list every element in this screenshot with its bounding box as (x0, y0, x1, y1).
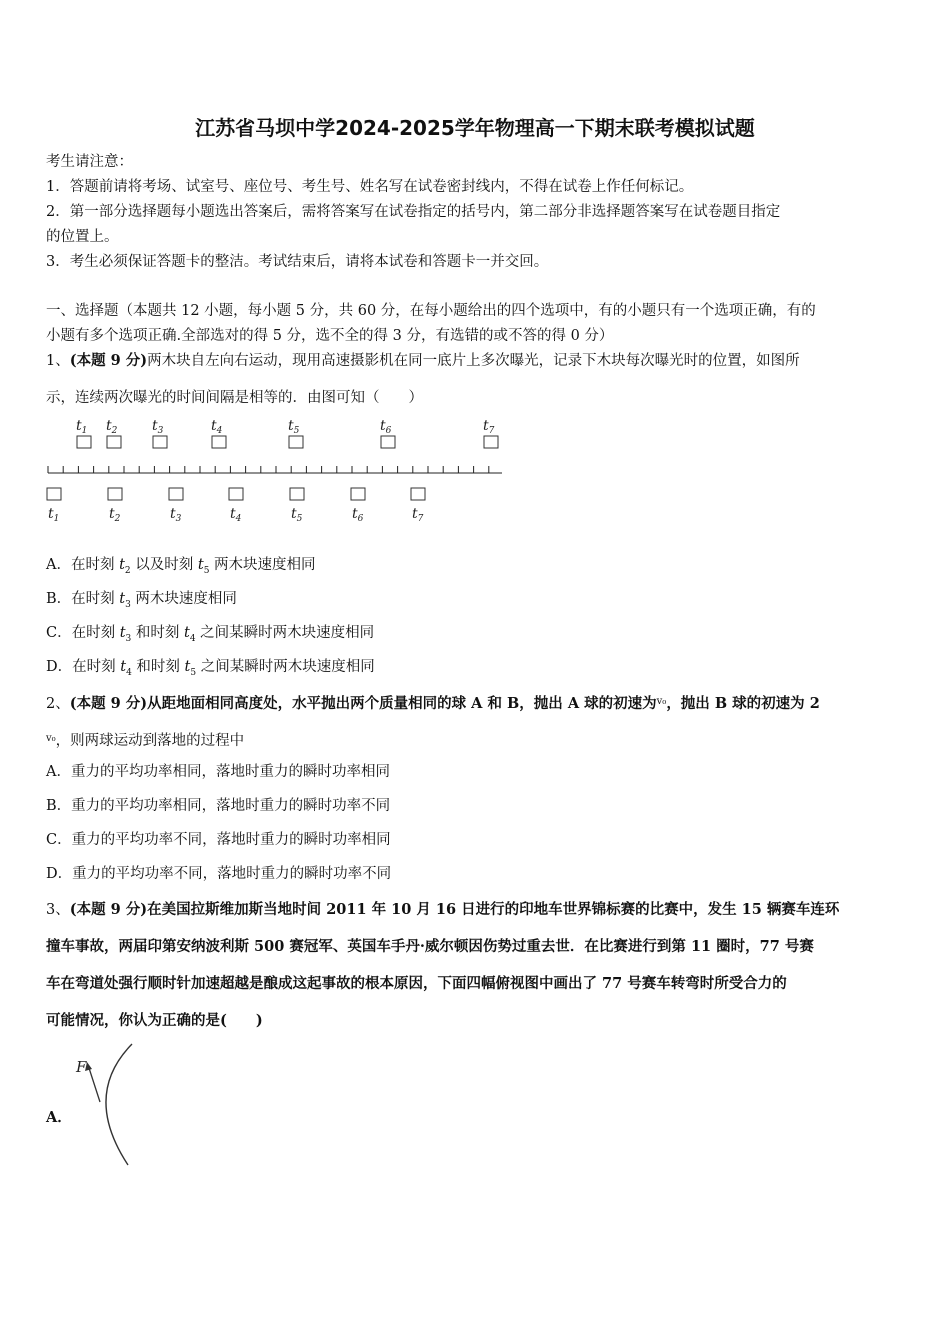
top-block (212, 436, 226, 448)
q1-option-a[interactable]: A．在时刻 $t_2$ 以及时刻 $t_5$ 两木块速度相同 (46, 557, 316, 576)
force-label-f: F (76, 1058, 87, 1076)
top-time-label: $t_3$ (152, 418, 164, 436)
bottom-time-label: $t_5$ (291, 506, 303, 524)
top-block (107, 436, 121, 448)
q3-line3: 车在弯道处强行顺时针加速超越是酿成这起事故的根本原因，下面四幅俯视图中画出了 77 号赛车转弯时所受合力的 (46, 975, 787, 992)
bottom-block (229, 488, 243, 500)
q2-number: 2、 (46, 696, 70, 712)
notice-heading: 考生请注意： (46, 154, 133, 170)
q3-points: (本题 9 分) (69, 901, 148, 918)
top-time-label: $t_4$ (211, 418, 223, 436)
curved-track-line (106, 1044, 132, 1165)
top-time-label: $t_7$ (483, 418, 495, 436)
top-time-label: $t_6$ (380, 418, 392, 436)
page-title: 江苏省马坝中学2024-2025学年物理高一下期末联考模拟试题 (195, 116, 755, 140)
top-time-label: $t_2$ (106, 418, 118, 436)
bottom-block-positions (47, 488, 425, 500)
q1-option-b[interactable]: B．在时刻 $t_3$ 两木块速度相同 (46, 591, 237, 610)
force-arrow-shaft (89, 1068, 100, 1102)
top-time-label: $t_5$ (288, 418, 300, 436)
q1-points: (本题 9 分) (69, 352, 148, 369)
q2-line2 (46, 729, 908, 751)
q3-line1 (46, 900, 908, 920)
bottom-block (47, 488, 61, 500)
q2-option-c[interactable]: C．重力的平均功率不同，落地时重力的瞬时功率相同 (46, 832, 391, 848)
notice-item-2: 2．第一部分选择题每小题选出答案后，需将答案写在试卷指定的括号内，第二部分非选择题答案写在试卷题目指定 (46, 204, 781, 220)
q1-line1 (46, 351, 908, 371)
bottom-time-labels (48, 506, 424, 524)
bottom-block (169, 488, 183, 500)
notice-item-1: 1．答题前请将考场、试室号、座位号、考生号、姓名写在试卷密封线内，不得在试卷上作任何标记。 (46, 179, 694, 195)
bottom-time-label: $t_7$ (412, 506, 424, 524)
top-block (484, 436, 498, 448)
q1-number: 1、 (46, 353, 70, 369)
top-block (289, 436, 303, 448)
top-time-labels (76, 418, 495, 436)
section-heading-line1: 一、选择题（本题共 12 小题，每小题 5 分，共 60 分，在每小题给出的四个选项中，有的小题只有一个选项正确，有的 (46, 303, 816, 319)
notice-item-3: 3．考生必须保证答题卡的整洁。考试结束后，请将本试卷和答题卡一并交回。 (46, 254, 549, 270)
q1-option-d[interactable]: D．在时刻 $t_4$ 和时刻 $t_5$ 之间某瞬时两木块速度相同 (46, 659, 375, 678)
q2-text-1b: ，抛出 B 球的初速为 2 (666, 695, 820, 712)
top-block (153, 436, 167, 448)
q2-text-2: ，则两球运动到落地的过程中 (55, 733, 245, 749)
top-block-positions (77, 436, 498, 448)
q1-option-c[interactable]: C．在时刻 $t_3$ 和时刻 $t_4$ 之间某瞬时两木块速度相同 (46, 625, 375, 644)
bottom-time-label: $t_2$ (109, 506, 121, 524)
bottom-time-label: $t_3$ (170, 506, 182, 524)
q2-v0-symbol-2: v₀ (46, 733, 56, 744)
q1-text-1: 两木块自左向右运动，现用高速摄影机在同一底片上多次曝光，记录下木块每次曝光时的位置，如图所 (147, 353, 800, 369)
top-time-label: $t_1$ (76, 418, 88, 436)
q3-number: 3、 (46, 902, 70, 918)
top-block (381, 436, 395, 448)
q2-v0-symbol: v₀ (656, 696, 667, 707)
q1-exposure-figure (40, 414, 510, 530)
q2-option-a[interactable]: A．重力的平均功率相同，落地时重力的瞬时功率相同 (46, 764, 390, 780)
bottom-block (411, 488, 425, 500)
bottom-block (290, 488, 304, 500)
top-block (77, 436, 91, 448)
q3-text-1: 在美国拉斯维加斯当地时间 2011 年 10 月 16 日进行的印地车世界锦标赛的比赛中，发生 15 辆赛车连环 (147, 901, 840, 918)
section-heading-line2: 小题有多个选项正确.全部选对的得 5 分，选不全的得 3 分，有选错的或不答的得 0 分） (46, 328, 614, 344)
q2-points: (本题 9 分) (69, 695, 148, 712)
bottom-time-label: $t_4$ (230, 506, 242, 524)
bottom-time-label: $t_1$ (48, 506, 60, 524)
q2-text-1a: 从距地面相同高度处，水平抛出两个质量相同的球 A 和 B，抛出 A 球的初速为 (147, 695, 657, 712)
q1-line2: 示，连续两次曝光的时间间隔是相等的．由图可知（ ） (46, 390, 423, 406)
bottom-block (351, 488, 365, 500)
q2-option-b[interactable]: B．重力的平均功率相同，落地时重力的瞬时功率不同 (46, 798, 391, 814)
q3-line2: 撞车事故，两届印第安纳波利斯 500 赛冠军、英国车手丹·威尔顿因伤势过重去世．在比赛进行到第 11 圈时，77 号赛 (46, 938, 814, 955)
notice-item-2-cont: 的位置上。 (46, 229, 119, 245)
q2-line1 (46, 692, 908, 714)
q2-option-d[interactable]: D．重力的平均功率不同，落地时重力的瞬时功率不同 (46, 866, 392, 882)
q3-line4: 可能情况，你认为正确的是( ) (46, 1012, 263, 1029)
q3-option-a-figure[interactable] (72, 1040, 152, 1170)
bottom-time-label: $t_6$ (352, 506, 364, 524)
q3-option-a-label[interactable]: A． (46, 1109, 72, 1126)
ruler-ticks (48, 466, 489, 473)
bottom-block (108, 488, 122, 500)
